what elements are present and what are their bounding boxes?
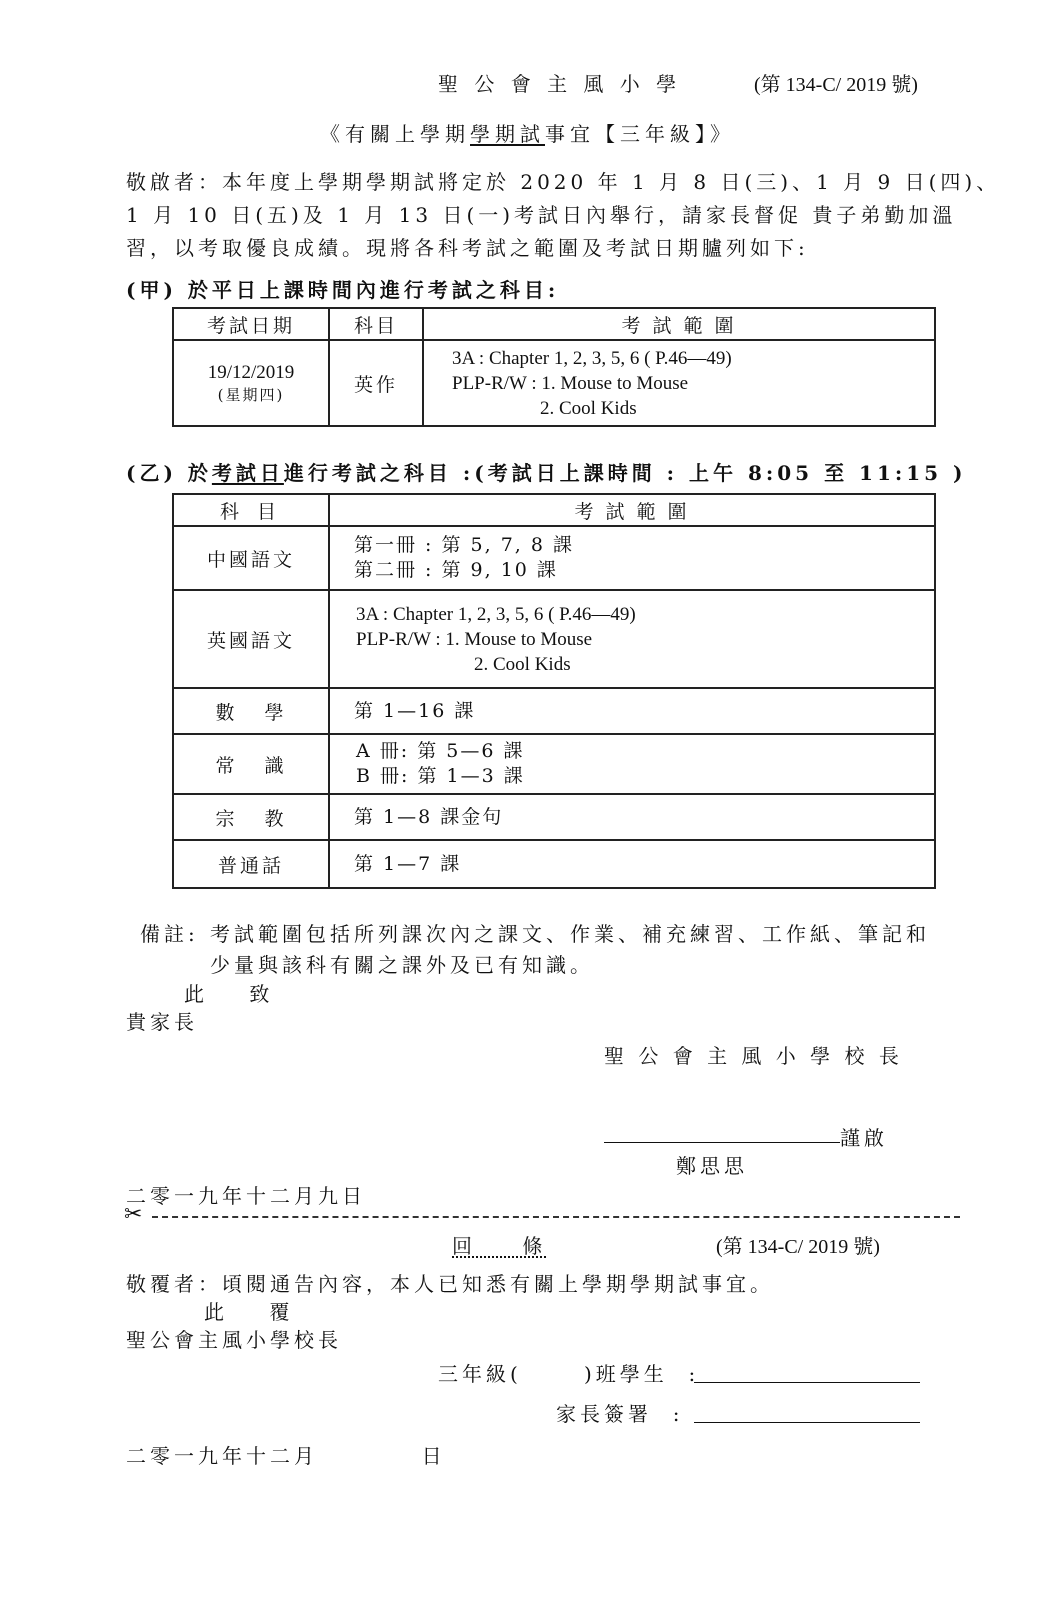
parent-label: 家長簽署 : (556, 1402, 684, 1426)
intro-line-1: 敬啟者：本年度上學期學期試將定於 2020 年 1 月 8 日(三)、1 月 9 日(四)、 (126, 170, 1001, 194)
col-header-subject: 科 目 (173, 494, 329, 526)
closing-sender: 聖 公 會 主 風 小 學 校 長 (604, 1044, 903, 1068)
subject-cell: 普通話 (173, 840, 329, 888)
remarks-line-1: 考試範圍包括所列課次內之課文、作業、補充練習、工作紙、筆記和 (210, 922, 930, 946)
section-a-table (172, 307, 936, 427)
table-row (173, 688, 935, 734)
scope-cell: 第一冊 : 第 5, 7, 8 課 第二冊 : 第 9, 10 課 (329, 526, 935, 590)
student-label: 三年級( )班學生 : (438, 1362, 700, 1386)
table-row (173, 340, 935, 426)
reply-date: 二零一九年十二月 日 (126, 1444, 446, 1468)
notice-date: 二零一九年十二月九日 (126, 1184, 366, 1208)
section-a-heading: (甲) 於平日上課時間內進行考試之科目: (126, 278, 560, 302)
col-header-date: 考試日期 (173, 308, 329, 340)
scissors-icon: ✂ (124, 1202, 143, 1227)
table-row (173, 590, 935, 688)
scope-cell: A 冊: 第 5—6 課 B 冊: 第 1—3 課 (329, 734, 935, 794)
reply-recipient: 聖公會主風小學校長 (126, 1328, 342, 1352)
reply-ci-fu: 此 覆 (204, 1300, 294, 1324)
table-row (173, 840, 935, 888)
closing-sign-word: 謹啟 (840, 1126, 888, 1150)
col-header-scope: 考 試 範 圍 (423, 308, 935, 340)
scope-cell: 第 1—8 課金句 (329, 794, 935, 840)
intro-line-2: 1 月 10 日(五)及 1 月 13 日(一)考試日內舉行，請家長督促 貴子弟勤加溫 (126, 203, 957, 227)
signature-line (604, 1142, 840, 1143)
exam-date-cell (173, 340, 329, 426)
remarks-line-2: 少量與該科有關之課外及已有知識。 (210, 953, 594, 977)
scope-cell: 3A : Chapter 1, 2, 3, 5, 6 ( P.46—49) PLP-R/W : 1. Mouse to Mouse 2. Cool Kids (329, 590, 935, 688)
reply-ref: (第 134-C/ 2019 號) (716, 1236, 880, 1258)
scope-cell: 第 1—7 課 (329, 840, 935, 888)
section-b-table (172, 493, 936, 889)
intro-line-3: 習，以考取優良成績。現將各科考試之範圍及考試日期臚列如下: (126, 236, 809, 260)
table-row (173, 734, 935, 794)
scope-cell: 第 1—16 課 (329, 688, 935, 734)
notice-ref: (第 134-C/ 2019 號) (754, 74, 918, 96)
table-row (173, 794, 935, 840)
closing-recipient: 貴家長 (126, 1010, 198, 1034)
table-row (173, 526, 935, 590)
reply-title: 回 條 (452, 1234, 548, 1258)
subject-cell: 中國語文 (173, 526, 329, 590)
notice-title: 《有關上學期學期試事宜【三年級】》 (320, 122, 735, 146)
exam-subject: 英作 (329, 340, 423, 426)
closing-ci-zhi: 此 致 (184, 982, 274, 1006)
reply-body: 敬覆者：頃閱通告內容，本人已知悉有關上學期學期試事宜。 (126, 1272, 774, 1296)
school-name: 聖 公 會 主 風 小 學 (438, 72, 682, 96)
exam-date: 19/12/2019 (207, 361, 295, 383)
subject-cell: 英國語文 (173, 590, 329, 688)
exam-weekday: (星期四) (217, 385, 285, 404)
section-b-heading: (乙) 於考試日進行考試之科目 :(考試日上課時間 : 上午 8:05 至 11:15 ) (126, 461, 967, 485)
subject-cell: 數 學 (173, 688, 329, 734)
subject-cell: 宗 教 (173, 794, 329, 840)
col-header-subject: 科目 (329, 308, 423, 340)
cut-line (152, 1216, 960, 1218)
exam-scope: 3A : Chapter 1, 2, 3, 5, 6 ( P.46—49) PLP-R/W : 1. Mouse to Mouse 2. Cool Kids (423, 340, 935, 426)
col-header-scope: 考 試 範 圍 (329, 494, 935, 526)
remarks-label: 備註: (140, 922, 199, 946)
subject-cell: 常 識 (173, 734, 329, 794)
principal-name: 鄭思思 (676, 1154, 748, 1178)
parent-signature-field[interactable] (694, 1422, 920, 1423)
student-name-field[interactable] (694, 1382, 920, 1383)
